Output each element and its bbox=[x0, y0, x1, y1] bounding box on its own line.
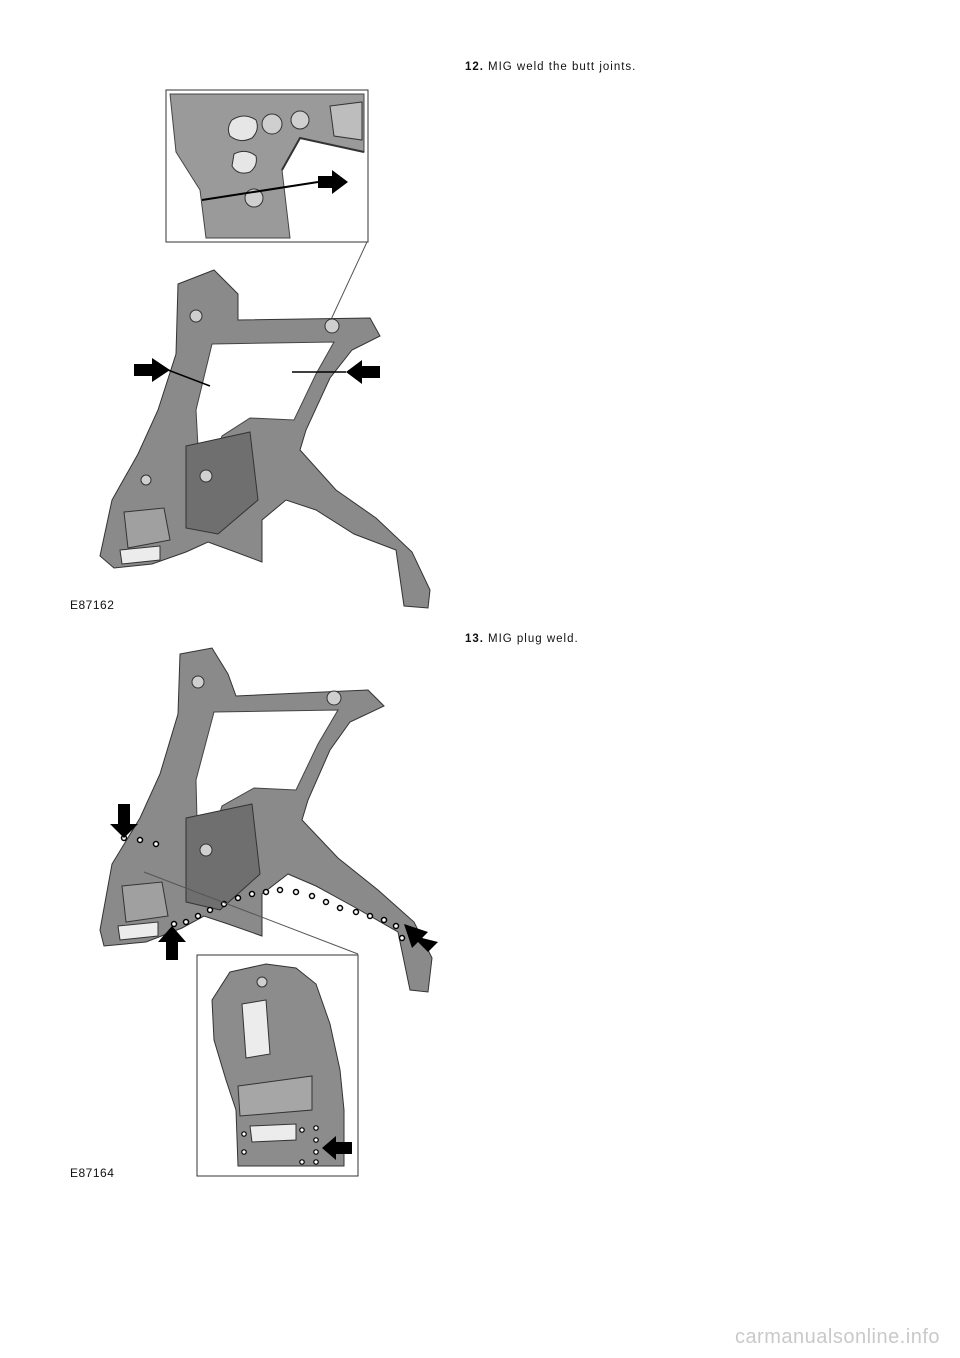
figure-reference: E87164 bbox=[70, 1166, 115, 1180]
step-12 bbox=[465, 61, 636, 73]
step-13 bbox=[465, 633, 579, 645]
figure-butt-joints bbox=[0, 80, 480, 620]
arrow-left-joint bbox=[134, 358, 170, 382]
step-text: MIG weld the butt joints. bbox=[488, 61, 637, 73]
step-number: 13. bbox=[465, 633, 484, 645]
quarter-panel bbox=[100, 648, 432, 992]
illustration-quarter-panel-butt-joints bbox=[0, 80, 480, 620]
watermark: carmanualsonline.info bbox=[734, 1326, 940, 1348]
figure-reference: E87162 bbox=[70, 598, 115, 612]
figure-plug-weld bbox=[0, 640, 480, 1185]
step-text: MIG plug weld. bbox=[488, 633, 579, 645]
arrow-right-joint bbox=[346, 360, 380, 384]
step-number: 12. bbox=[465, 61, 484, 73]
leader-line bbox=[328, 242, 367, 326]
quarter-panel bbox=[100, 270, 430, 608]
illustration-quarter-panel-plug-weld bbox=[0, 640, 480, 1185]
